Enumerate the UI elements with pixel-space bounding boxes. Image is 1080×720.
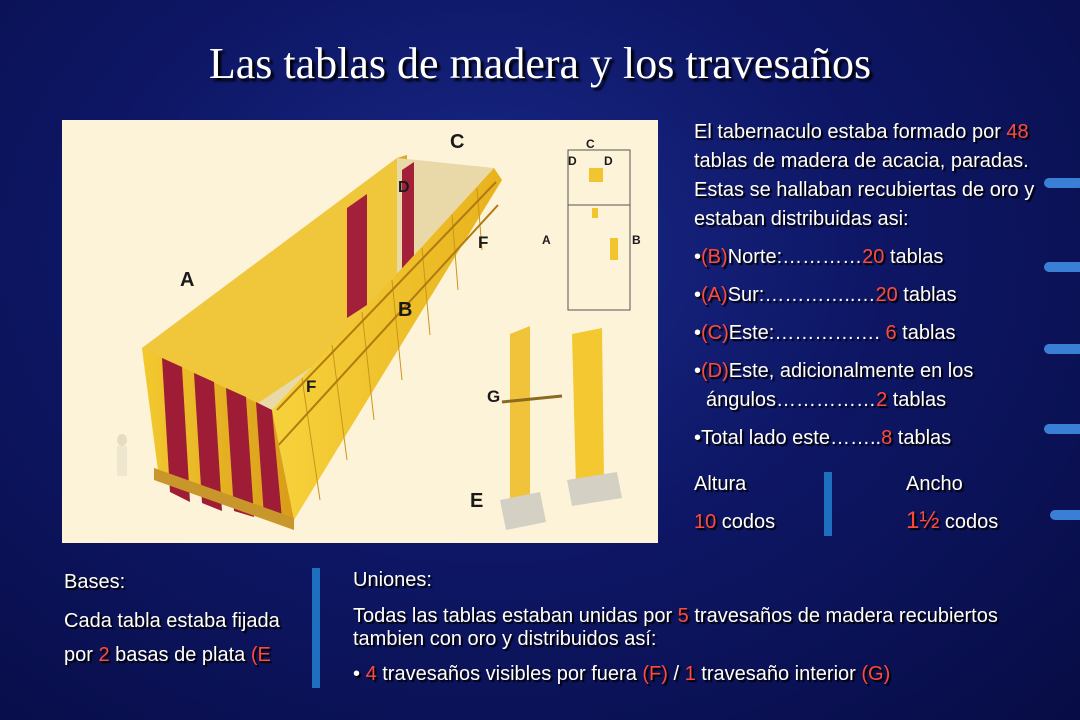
decorative-line [1050, 510, 1080, 520]
dimension-divider [824, 472, 832, 536]
list-item-north: •(B)Norte:…………20 tablas [694, 246, 944, 268]
height-label: Altura [694, 473, 747, 495]
bottom-divider [312, 568, 320, 688]
width-value: 1½ codos [906, 507, 999, 534]
plan-label-d-left: D [568, 154, 577, 168]
label-g: G [487, 387, 501, 406]
list-item-total: •Total lado este……..8 tablas [694, 427, 952, 449]
list-item-south: •(A)Sur:…………..…20 tablas [694, 284, 957, 306]
intro-paragraph: El tabernaculo estaba formado por 48 tablas de madera de acacia, paradas. Estas se hallaban recubiertas de oro y estaban distribuidas asi: [694, 121, 1035, 230]
uniones-heading: Uniones: [353, 569, 432, 591]
bases-heading: Bases: [64, 571, 126, 593]
label-f-lower: F [306, 377, 317, 396]
page-title: Las tablas de madera y los travesaños [208, 39, 872, 88]
label-e: E [470, 490, 484, 512]
description-panel [694, 118, 1054, 462]
plan-label-b: B [632, 233, 641, 247]
tabernacle-illustration [62, 120, 658, 543]
bases-line2: por 2 basas de plata (E [64, 644, 271, 666]
height-value: 10 codos [694, 511, 776, 533]
width-label: Ancho [906, 473, 963, 495]
label-a: A [180, 269, 195, 291]
label-b: B [398, 299, 413, 321]
uniones-bullet: • 4 travesaños visibles por fuera (F) / 1 travesaño interior (G) [353, 663, 891, 685]
plan-label-a: A [542, 233, 551, 247]
list-item-east: •(C)Este:……………. 6 tablas [694, 322, 956, 344]
label-c: C [450, 131, 465, 153]
label-d: D [398, 179, 410, 196]
bases-line1: Cada tabla estaba fijada [64, 610, 280, 632]
bases-section [64, 567, 316, 670]
uniones-text: Todas las tablas estaban unidas por 5 travesaños de madera recubiertos tambien con oro y distribuidos así: [353, 605, 998, 650]
plan-label-c: C [586, 137, 595, 151]
list-item-corners: •(D)Este, adicionalmente en los ángulos……………2 tablas [694, 360, 974, 411]
uniones-section [353, 567, 1033, 686]
label-f-upper: F [478, 233, 489, 252]
plan-label-d-right: D [604, 154, 613, 168]
